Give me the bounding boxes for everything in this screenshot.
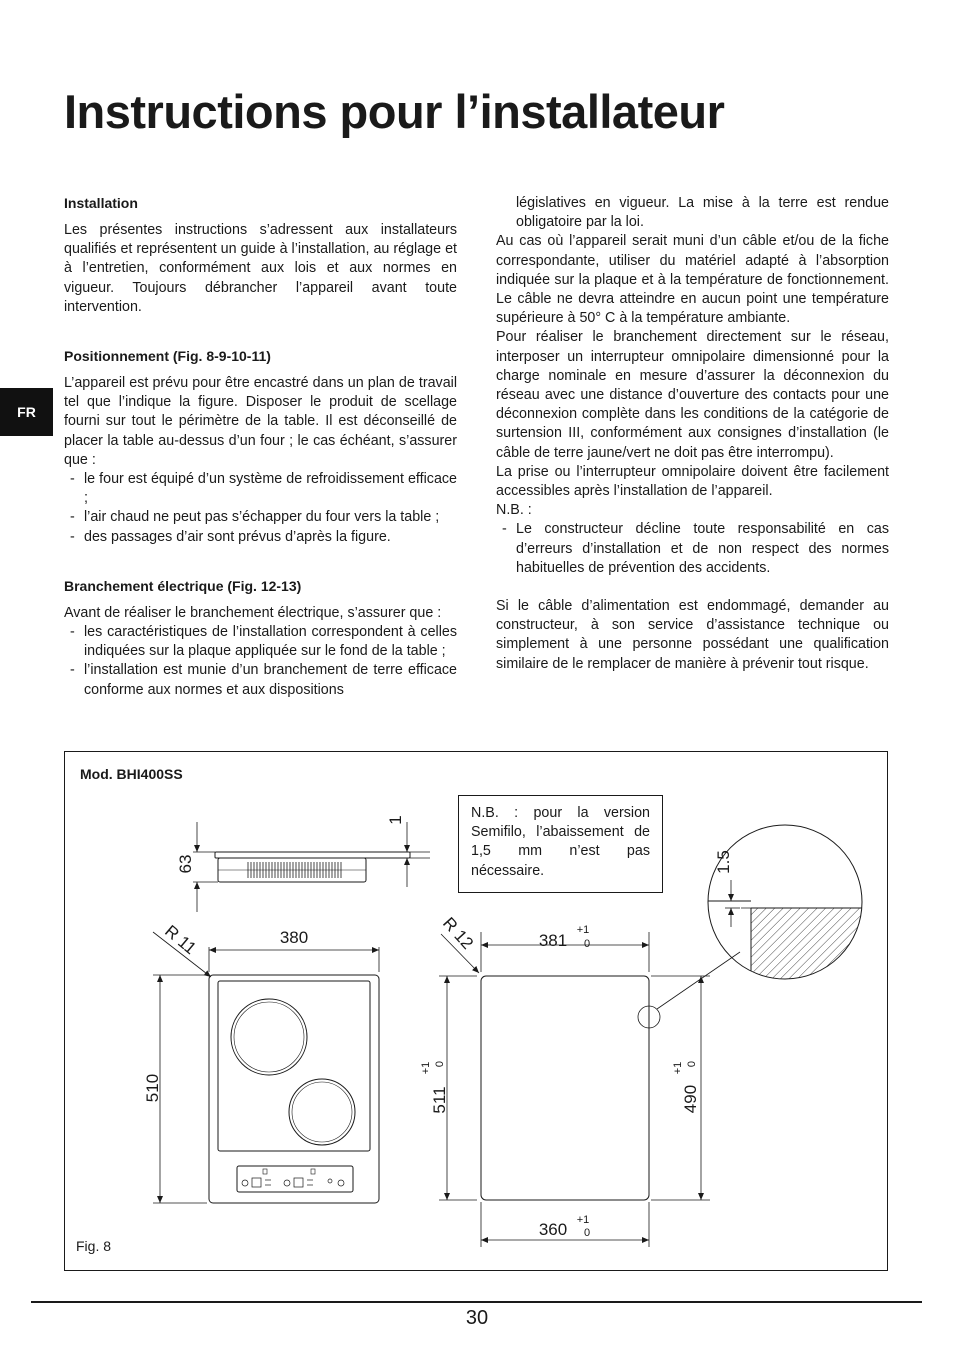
tol-360-zero: 0 <box>583 1227 591 1239</box>
right-column <box>496 194 889 674</box>
figure-caption: Fig. 8 <box>76 1238 112 1254</box>
branchement-text: Avant de réaliser le branchement électrique, s’assurer que : <box>64 604 442 621</box>
language-tab: FR <box>0 388 53 436</box>
page-number: 30 <box>465 1307 489 1329</box>
list-item: - l’installation est munie d’un branchement de terre efficace conforme aux normes et aux dispositions <box>64 661 457 699</box>
dim-63-label: 63 <box>176 854 195 874</box>
nb-label: N.B. : <box>496 502 532 519</box>
positionnement-heading: Positionnement (Fig. 8-9-10-11) <box>64 348 271 365</box>
figure-note: N.B. : pour la version Semifilo, l’abaissement de 1,5 mm n’est pas nécessaire. <box>458 795 663 893</box>
dim-381-label: 381 <box>538 931 568 950</box>
branchement-heading: Branchement électrique (Fig. 12-13) <box>64 577 302 594</box>
paragraph-prise: La prise ou l’interrupteur omnipolaire doivent être facilement accessibles après l’installation de l’appareil. <box>496 463 889 500</box>
left-column <box>64 194 457 700</box>
tol-490-plus: +1 <box>672 1061 684 1075</box>
positionnement-list <box>64 470 457 547</box>
side-view-hob <box>193 822 430 912</box>
tol-381-zero: 0 <box>583 938 591 950</box>
list-item: - le four est équipé d’un système de refroidissement efficace ; <box>64 470 457 508</box>
tol-381-plus: +1 <box>576 924 590 936</box>
tol-511-zero: 0 <box>434 1060 446 1068</box>
dim-511-label: 511 <box>430 1086 449 1114</box>
dim-r12-label: R 12 <box>439 913 478 954</box>
branchement-list <box>64 623 457 700</box>
model-label: Mod. BHI400SS <box>80 766 183 782</box>
dim-360-label: 360 <box>538 1220 568 1239</box>
positionnement-text: L’appareil est prévu pour être encastré dans un plan de travail tel que l’indique la figure. Disposer le produit de scellage fourni sur tout le périmètre de la table. Il est déconseillé de placer la table au-dessus d’un four ; le cas échéant, s’assurer que : <box>64 375 457 468</box>
installation-heading: Installation <box>64 195 138 211</box>
dim-510-label: 510 <box>143 1073 162 1103</box>
figure-8 <box>64 751 888 1271</box>
paragraph-cable: Au cas où l’appareil serait muni d’un câble et/ou de la fiche correspondante, utiliser du matériel adapté à l’absorption indiquée sur la plaque et à la température de fonctionnement. Le câble ne devra atteindre en aucun point une température supérieure à 50° C à la température ambiante. <box>496 233 889 327</box>
installation-text: Les présentes instructions s’adressent aux installateurs qualifiés et représentent un guide à l’installation, au réglage et à l’entretien, conformément aux lois et aux normes en vigueur. Toujours débrancher l’appareil avant toute intervention. <box>64 222 457 315</box>
dim-380-label: 380 <box>279 928 309 947</box>
dim-r11-label: R 11 <box>161 921 200 959</box>
list-item: - l’air chaud ne peut pas s’échapper du four vers la table ; <box>64 508 457 527</box>
tol-360-plus: +1 <box>576 1214 590 1226</box>
tol-490-zero: 0 <box>686 1060 698 1068</box>
dim-490-label: 490 <box>681 1084 700 1114</box>
nb-list <box>496 520 889 578</box>
dim-1-5-label: 1.5 <box>714 850 733 874</box>
paragraph-cable-endommage: Si le câble d’alimentation est endommagé, demander au constructeur, à son service d’assistance technique ou simplement à une personne possédant une qualification similaire de le remplacer de manière à prévenir tout risque. <box>496 598 889 672</box>
list-item: - des passages d’air sont prévus d’après la figure. <box>64 528 457 547</box>
list-item: - Le constructeur décline toute responsabilité en cas d’erreurs d’installation et de non respect des normes habituelles de prévention des accidents. <box>496 520 889 578</box>
dim-1-label: 1 <box>386 815 405 825</box>
top-view-hob <box>153 932 379 1203</box>
page-title: Instructions pour l’installateur <box>64 85 725 138</box>
paragraph-reseau: Pour réaliser le branchement directement sur le réseau, interposer un interrupteur omnipolaire dimensionné pour la charge nominale en mesure d’assurer la déconnexion du réseau avec une distance d’ouverture des contacts pour une déconnexion complète dans les conditions de la catégorie de surtension III, conformément aux consignes d’installation (le câble de terre jaune/vert ne doit pas être interrompu). <box>496 329 889 461</box>
tol-511-plus: +1 <box>420 1061 432 1075</box>
continuation-text: législatives en vigueur. La mise à la terre est rendue obligatoire par la loi. <box>516 195 889 231</box>
list-item: - les caractéristiques de l’installation correspondent à celles indiquées sur la plaque appliquée sur le fond de la table ; <box>64 623 457 661</box>
footer-rule <box>31 1301 922 1303</box>
